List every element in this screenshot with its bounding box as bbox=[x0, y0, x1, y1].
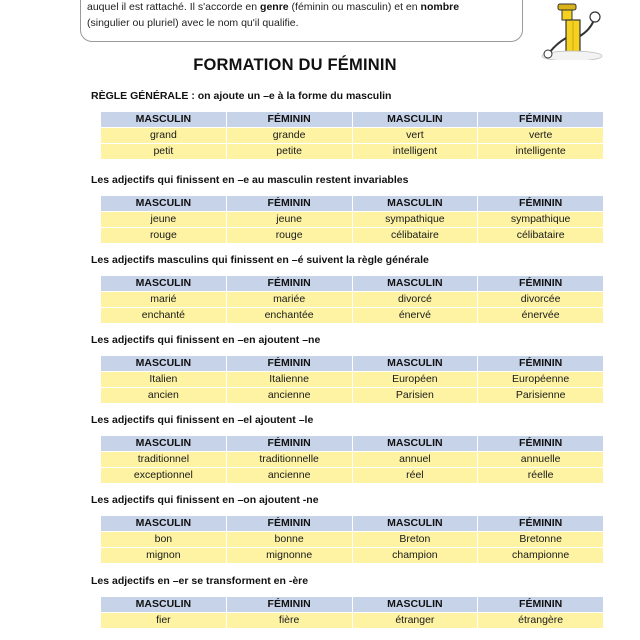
column-header: FÉMININ bbox=[478, 196, 604, 212]
table-cell: énervée bbox=[478, 308, 604, 324]
section-heading: Les adjectifs masculins qui finissent en –é suivent la règle générale bbox=[91, 254, 429, 266]
table-cell: Parisienne bbox=[478, 388, 604, 404]
intro-line-2: (singulier ou pluriel) avec le nom qu'il qualifie. bbox=[87, 17, 299, 29]
intro-genre: genre bbox=[260, 1, 289, 13]
table-cell: rouge bbox=[226, 228, 352, 244]
table-cell: mignon bbox=[101, 548, 227, 564]
table-cell: ancienne bbox=[226, 468, 352, 484]
column-header: FÉMININ bbox=[478, 276, 604, 292]
conjugation-table bbox=[100, 515, 604, 564]
conjugation-table bbox=[100, 111, 604, 160]
column-header: MASCULIN bbox=[352, 112, 478, 128]
table-header-row bbox=[101, 356, 604, 372]
table-cell: Parisien bbox=[352, 388, 478, 404]
table-row bbox=[101, 532, 604, 548]
table-cell: rouge bbox=[101, 228, 227, 244]
column-header: MASCULIN bbox=[101, 112, 227, 128]
table-cell: sympathique bbox=[352, 212, 478, 228]
table-cell: marié bbox=[101, 292, 227, 308]
column-header: MASCULIN bbox=[352, 516, 478, 532]
table-cell: Breton bbox=[352, 532, 478, 548]
table-cell: grand bbox=[101, 128, 227, 144]
table-cell: étranger bbox=[352, 613, 478, 629]
table-cell: mignonne bbox=[226, 548, 352, 564]
table-row bbox=[101, 613, 604, 629]
table-cell: Européenne bbox=[478, 372, 604, 388]
rule-section bbox=[90, 88, 605, 160]
table-header-row bbox=[101, 276, 604, 292]
table-cell: enchantée bbox=[226, 308, 352, 324]
table-row bbox=[101, 548, 604, 564]
conjugation-table bbox=[100, 195, 604, 244]
table-cell: petite bbox=[226, 144, 352, 160]
table-row bbox=[101, 128, 604, 144]
table-cell: petit bbox=[101, 144, 227, 160]
column-header: FÉMININ bbox=[478, 112, 604, 128]
table-cell: annuel bbox=[352, 452, 478, 468]
table-row bbox=[101, 308, 604, 324]
column-header: FÉMININ bbox=[226, 276, 352, 292]
column-header: MASCULIN bbox=[352, 196, 478, 212]
table-cell: annuelle bbox=[478, 452, 604, 468]
conjugation-table bbox=[100, 355, 604, 404]
intro-line-1 bbox=[87, 0, 522, 15]
column-header: FÉMININ bbox=[478, 597, 604, 613]
page-title: FORMATION DU FÉMININ bbox=[193, 56, 397, 74]
column-header: FÉMININ bbox=[226, 356, 352, 372]
table-row bbox=[101, 212, 604, 228]
table-cell: traditionnelle bbox=[226, 452, 352, 468]
table-cell: championne bbox=[478, 548, 604, 564]
table-cell: traditionnel bbox=[101, 452, 227, 468]
table-cell: célibataire bbox=[352, 228, 478, 244]
section-heading: Les adjectifs qui finissent en –e au masculin restent invariables bbox=[91, 174, 409, 186]
table-cell: réel bbox=[352, 468, 478, 484]
column-header: MASCULIN bbox=[101, 436, 227, 452]
table-cell: mariée bbox=[226, 292, 352, 308]
intro-text-a: auquel il est rattaché. Il s'accorde en bbox=[87, 1, 261, 13]
table-cell: bonne bbox=[226, 532, 352, 548]
column-header: MASCULIN bbox=[101, 276, 227, 292]
column-header: FÉMININ bbox=[226, 112, 352, 128]
rule-section bbox=[90, 172, 605, 244]
column-header: FÉMININ bbox=[478, 436, 604, 452]
intro-nombre: nombre bbox=[420, 1, 460, 13]
table-header-row bbox=[101, 196, 604, 212]
table-cell: étrangère bbox=[478, 613, 604, 629]
table-cell: Bretonne bbox=[478, 532, 604, 548]
conjugation-table bbox=[100, 596, 604, 629]
table-row bbox=[101, 372, 604, 388]
table-cell: divorcé bbox=[352, 292, 478, 308]
table-row bbox=[101, 292, 604, 308]
table-row bbox=[101, 468, 604, 484]
rule-section bbox=[90, 412, 605, 484]
intro-note-box bbox=[80, 0, 523, 42]
conjugation-table bbox=[100, 275, 604, 324]
column-header: MASCULIN bbox=[352, 356, 478, 372]
conjugation-table bbox=[100, 435, 604, 484]
table-row bbox=[101, 388, 604, 404]
section-heading: RÈGLE GÉNÉRALE : on ajoute un –e à la forme du masculin bbox=[91, 90, 392, 102]
table-cell: grande bbox=[226, 128, 352, 144]
column-header: MASCULIN bbox=[352, 597, 478, 613]
table-cell: champion bbox=[352, 548, 478, 564]
intro-text-b: (féminin ou masculin) et en bbox=[288, 1, 421, 13]
column-header: FÉMININ bbox=[478, 356, 604, 372]
column-header: FÉMININ bbox=[226, 516, 352, 532]
column-header: MASCULIN bbox=[101, 516, 227, 532]
section-heading: Les adjectifs en –er se transforment en -ère bbox=[91, 575, 309, 587]
table-header-row bbox=[101, 436, 604, 452]
cartoon-pencil-mascot-icon bbox=[528, 0, 640, 60]
table-row bbox=[101, 452, 604, 468]
table-header-row bbox=[101, 516, 604, 532]
table-cell: ancienne bbox=[226, 388, 352, 404]
column-header: MASCULIN bbox=[101, 597, 227, 613]
table-cell: intelligente bbox=[478, 144, 604, 160]
column-header: MASCULIN bbox=[352, 436, 478, 452]
table-cell: fière bbox=[226, 613, 352, 629]
table-cell: vert bbox=[352, 128, 478, 144]
table-cell: Italien bbox=[101, 372, 227, 388]
table-cell: célibataire bbox=[478, 228, 604, 244]
table-cell: divorcée bbox=[478, 292, 604, 308]
rule-section bbox=[90, 332, 605, 404]
table-cell: réelle bbox=[478, 468, 604, 484]
table-cell: jeune bbox=[226, 212, 352, 228]
table-cell: intelligent bbox=[352, 144, 478, 160]
table-row bbox=[101, 228, 604, 244]
column-header: MASCULIN bbox=[352, 276, 478, 292]
table-header-row bbox=[101, 597, 604, 613]
table-cell: ancien bbox=[101, 388, 227, 404]
column-header: MASCULIN bbox=[101, 196, 227, 212]
table-cell: jeune bbox=[101, 212, 227, 228]
table-cell: exceptionnel bbox=[101, 468, 227, 484]
table-cell: sympathique bbox=[478, 212, 604, 228]
table-cell: enchanté bbox=[101, 308, 227, 324]
rule-section bbox=[90, 252, 605, 324]
table-cell: bon bbox=[101, 532, 227, 548]
table-cell: Italienne bbox=[226, 372, 352, 388]
column-header: MASCULIN bbox=[101, 356, 227, 372]
section-heading: Les adjectifs qui finissent en –en ajoutent –ne bbox=[91, 334, 321, 346]
column-header: FÉMININ bbox=[226, 436, 352, 452]
table-cell: Européen bbox=[352, 372, 478, 388]
column-header: FÉMININ bbox=[226, 196, 352, 212]
section-heading: Les adjectifs qui finissent en –on ajoutent -ne bbox=[91, 494, 319, 506]
table-cell: verte bbox=[478, 128, 604, 144]
section-heading: Les adjectifs qui finissent en –el ajoutent –le bbox=[91, 414, 314, 426]
rule-section bbox=[90, 573, 605, 629]
table-cell: fier bbox=[101, 613, 227, 629]
table-cell: énervé bbox=[352, 308, 478, 324]
column-header: FÉMININ bbox=[226, 597, 352, 613]
column-header: FÉMININ bbox=[478, 516, 604, 532]
table-header-row bbox=[101, 112, 604, 128]
rule-section bbox=[90, 492, 605, 564]
table-row bbox=[101, 144, 604, 160]
